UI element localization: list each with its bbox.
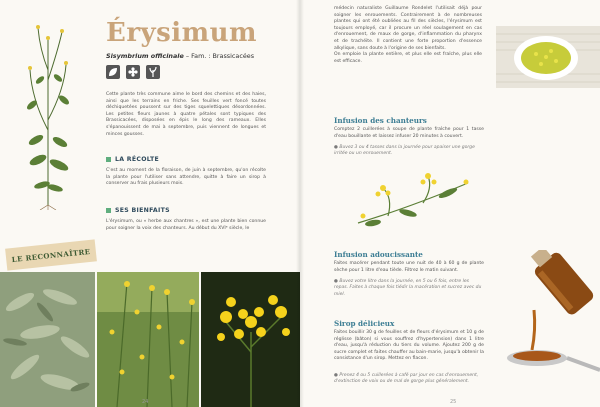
page-number-left: 24: [142, 399, 149, 405]
harvest-heading-text: LA RÉCOLTE: [115, 156, 160, 163]
erysimum-sprig-illustration: [348, 168, 474, 238]
family-name: – Fam. : Brassicacées: [183, 52, 255, 60]
infusion-adoucissante-tip-text: Buvez votre litre dans la journée, en 5 ou 6 fois, entre les repas. Faites à chaque fois tiédir la macération et sucrez avec du miel.: [334, 279, 482, 297]
benefits-paragraph: L'érysimum, ou « herbe aux chantres », est une plante bien connue pour soigner la voix des chanteurs. Au début du XVIᵉ siècle, le: [106, 219, 266, 231]
subtitle: [106, 52, 254, 60]
harvest-paragraph: C'est au moment de la floraison, de juin à septembre, qu'on récolte la plante pour l'utiliser sans attendre, quitte à faire un sirop à conserver au frais plusieurs mois.: [106, 168, 266, 187]
tip-bullet-icon: ●: [334, 145, 340, 150]
page-number-right: 25: [450, 399, 457, 405]
tip-bullet-icon: ●: [334, 279, 340, 284]
page-title: Érysimum: [106, 18, 258, 48]
photo-flower-closeup: [201, 272, 300, 407]
book-gutter: [296, 0, 304, 407]
infusion-chanteurs-title: Infusion des chanteurs: [334, 116, 427, 125]
sirop-tip: [334, 373, 484, 386]
photo-tea-cup: [496, 26, 600, 88]
infusion-adoucissante-text: Faites macérer pendant toute une nuit de 40 à 60 g de plante sèche pour 1 litre d'eau tiède. Filtrez le matin suivant.: [334, 261, 484, 273]
sirop-title: Sirop délicieux: [334, 319, 395, 328]
photo-flowering-plant: [97, 272, 199, 407]
infusion-adoucissante-tip: [334, 279, 484, 298]
infusion-chanteurs-text: Comptez 2 cuillerées à soupe de plante fraîche pour 1 tasse d'eau bouillante et laissez infuser 20 minutes à couvert.: [334, 127, 484, 139]
history-text: médecin naturaliste Guillaume Rondelet l'utilisait déjà pour soigner les enrouements. Contrairement à de nombreuses plantes qui ont été oubliées au fil des siècles, l'érysimum est toujours employé, car il procure un réel soulagement en cas d'enrouement, de maux de gorge, d'inflammation du pharynx et de trachéite. Il contient une forte proportion d'essence alkylique, sans doute à l'origine de ses bienfaits.: [334, 6, 482, 51]
sirop-text: Faites bouillir 30 g de feuilles et de fleurs d'érysimum et 10 g de réglisse (bâton) si vous souffrez d'hypertension) dans 1 litre d'eau, jusqu'à réduction du tiers du volume. Ajoutez 200 g de sucre complet et faites chauffer au bain-marie, jusqu'à obtenir la consistance d'un sirop. Mettez en flacon.: [334, 330, 484, 362]
tip-bullet-icon: ●: [334, 373, 340, 378]
latin-name: Sisymbrium officinale: [106, 52, 184, 60]
photo-syrup-bottle: [492, 250, 600, 382]
right-page: [300, 0, 600, 407]
recognize-tag: LE RECONNAÎTRE: [5, 239, 97, 270]
flower-icon: [126, 64, 140, 78]
benefits-heading: [106, 207, 170, 214]
history-paragraph: [334, 6, 482, 65]
benefits-heading-text: SES BIENFAITS: [115, 207, 170, 214]
erysimum-illustration: [18, 10, 80, 210]
usage-icons: [106, 64, 160, 78]
sirop-tip-text: Prenez 4 ou 5 cuillerées à café par jour en cas d'enrouement, d'extinction de voix ou de mal de gorge plus généralement.: [334, 373, 479, 385]
history-text-2: On emploie la plante entière, et plus elle est fraîche, plus elle est efficace.: [334, 52, 482, 64]
square-bullet-icon: [106, 157, 111, 162]
infusion-chanteurs-tip: [334, 145, 484, 158]
square-bullet-icon: [106, 208, 111, 213]
infusion-chanteurs-tip-text: Buvez 3 ou 4 tasses dans la journée pour apaiser une gorge irritée ou un enrouement.: [334, 145, 475, 157]
intro-paragraph: Cette plante très commune aime le bord des chemins et des haies, ainsi que les terrains en friche. Ses feuilles vert foncé toutes déchiquetées poussent sur des tiges squelettiques désordonnées. Les petites fleurs jaunes à quatre pétales sont typiques des Brassicacées, disposées en épis le long des rameaux. Elles s'épanouissent de mai à septembre, puis viennent de longues et minces gousses.: [106, 92, 266, 137]
harvest-heading: [106, 156, 159, 163]
leaf-icon: [106, 64, 120, 78]
photo-leaves: [0, 272, 95, 407]
infusion-adoucissante-title: Infusion adoucissante: [334, 250, 423, 259]
plant-icon: [146, 64, 160, 78]
